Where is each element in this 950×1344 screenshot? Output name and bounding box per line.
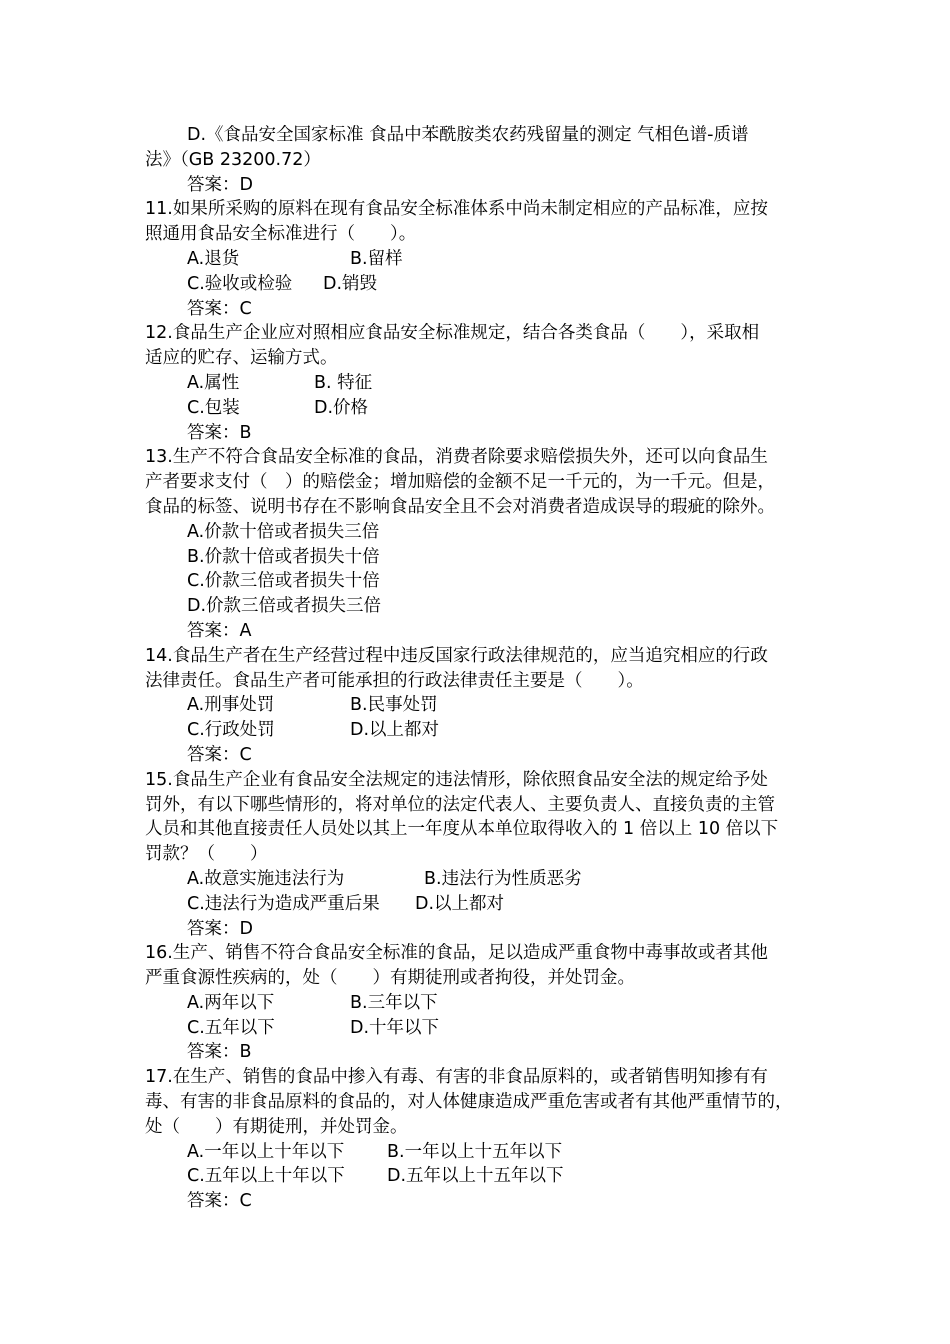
q16-stem-line1: 16.生产、销售不符合食品安全标准的食品，足以造成严重食物中毒事故或者其他 xyxy=(145,943,768,964)
q16-option-c: C.五年以下 xyxy=(187,1017,275,1038)
q14-stem-line1: 14.食品生产者在生产经营过程中违反国家行政法律规范的，应当追究相应的行政 xyxy=(145,645,768,666)
q16-option-d: D.十年以下 xyxy=(350,1017,440,1038)
q11-option-c: C.验收或检验 xyxy=(187,273,293,294)
q15-stem-line3: 人员和其他直接责任人员处以其上一年度从本单位取得收入的 1 倍以上 10 倍以下 xyxy=(145,819,779,840)
q15-option-a: A.故意实施违法行为 xyxy=(187,868,345,889)
q10-option-d-line1: D.《食品安全国家标准 食品中苯酰胺类农药残留量的测定 气相色谱-质谱 xyxy=(187,125,749,145)
q11-option-a: A.退货 xyxy=(187,248,240,269)
q14-option-b: B.民事处罚 xyxy=(350,695,438,716)
q12-stem-line1: 12.食品生产企业应对照相应食品安全标准规定，结合各类食品（ ），采取相 xyxy=(145,323,760,344)
q11-options-row2 xyxy=(145,272,810,297)
q13-answer: 答案：A xyxy=(187,620,252,641)
q17-option-c: C.五年以上十年以下 xyxy=(187,1166,345,1187)
q14-options-row1 xyxy=(145,693,810,718)
q15-options-row2 xyxy=(145,892,810,917)
q14-answer: 答案：C xyxy=(187,744,252,765)
q15-stem-line2: 罚外，有以下哪些情形的，将对单位的法定代表人、主要负责人、直接负责的主管 xyxy=(145,794,775,815)
q13-option-b: B.价款十倍或者损失十倍 xyxy=(187,546,380,567)
q14-stem-line2: 法律责任。食品生产者可能承担的行政法律责任主要是（ ）。 xyxy=(145,670,644,691)
q14-option-a: A.刑事处罚 xyxy=(187,695,275,716)
q15-option-b: B.违法行为性质恶劣 xyxy=(424,868,582,889)
q12-options-row2 xyxy=(145,396,810,421)
q17-options-row1 xyxy=(145,1140,810,1165)
q16-stem-line2: 严重食源性疾病的，处（ ）有期徒刑或者拘役，并处罚金。 xyxy=(145,968,635,989)
q17-stem-line1: 17.在生产、销售的食品中掺入有毒、有害的非食品原料的，或者销售明知掺有有 xyxy=(145,1067,768,1088)
q17-stem-line3: 处（ ）有期徒刑，并处罚金。 xyxy=(145,1116,408,1137)
q15-option-d: D.以上都对 xyxy=(415,893,505,914)
q11-answer: 答案：C xyxy=(187,298,252,319)
q13-option-a: A.价款十倍或者损失三倍 xyxy=(187,521,380,542)
q17-stem-line2: 毒、有害的非食品原料的食品的，对人体健康造成严重危害或者有其他严重情节的， xyxy=(145,1092,793,1113)
q17-option-d: D.五年以上十五年以下 xyxy=(387,1166,564,1187)
q13-stem-line2: 产者要求支付（ ）的赔偿金；增加赔偿的金额不足一千元的，为一千元。但是， xyxy=(145,472,775,493)
q11-options-row1 xyxy=(145,247,810,272)
q16-answer: 答案：B xyxy=(187,1042,252,1063)
q16-options-row1 xyxy=(145,991,810,1016)
q11-stem-line2: 照通用食品安全标准进行（ ）。 xyxy=(145,224,417,245)
q10-option-d-line2: 法》（GB 23200.72） xyxy=(145,149,321,170)
q17-option-a: A.一年以上十年以下 xyxy=(187,1141,345,1162)
q15-stem-line4: 罚款？（ ） xyxy=(145,844,268,865)
q12-option-d: D.价格 xyxy=(314,397,369,418)
q16-option-b: B.三年以下 xyxy=(350,992,438,1013)
q15-answer: 答案：D xyxy=(187,918,253,939)
q16-option-a: A.两年以下 xyxy=(187,992,275,1013)
q12-option-a: A.属性 xyxy=(187,372,240,393)
q11-option-b: B.留样 xyxy=(350,248,403,269)
q10-answer: 答案：D xyxy=(187,174,253,195)
q13-stem-line1: 13.生产不符合食品安全标准的食品，消费者除要求赔偿损失外，还可以向食品生 xyxy=(145,447,768,468)
q11-stem-line1: 11.如果所采购的原料在现有食品安全标准体系中尚未制定相应的产品标准，应按 xyxy=(145,199,768,220)
q12-answer: 答案：B xyxy=(187,422,252,443)
q15-stem-line1: 15.食品生产企业有食品安全法规定的违法情形，除依照食品安全法的规定给予处 xyxy=(145,769,768,790)
q14-option-c: C.行政处罚 xyxy=(187,720,275,741)
question-list xyxy=(145,123,810,1214)
q15-option-c: C.违法行为造成严重后果 xyxy=(187,893,380,914)
q11-option-d: D.销毁 xyxy=(323,273,378,294)
q15-options-row1 xyxy=(145,867,810,892)
q13-option-d: D.价款三倍或者损失三倍 xyxy=(187,596,382,617)
q14-options-row2 xyxy=(145,718,810,743)
q13-option-c: C.价款三倍或者损失十倍 xyxy=(187,571,380,592)
q17-option-b: B.一年以上十五年以下 xyxy=(387,1141,563,1162)
q12-option-c: C.包装 xyxy=(187,397,240,418)
q12-option-b: B. 特征 xyxy=(314,372,373,393)
q12-stem-line2: 适应的贮存、运输方式。 xyxy=(145,348,338,369)
q12-options-row1 xyxy=(145,371,810,396)
q14-option-d: D.以上都对 xyxy=(350,720,440,741)
q17-options-row2 xyxy=(145,1164,810,1189)
q16-options-row2 xyxy=(145,1016,810,1041)
q17-answer: 答案：C xyxy=(187,1191,252,1212)
q13-stem-line3: 食品的标签、说明书存在不影响食品安全且不会对消费者造成误导的瑕疵的除外。 xyxy=(145,496,775,517)
